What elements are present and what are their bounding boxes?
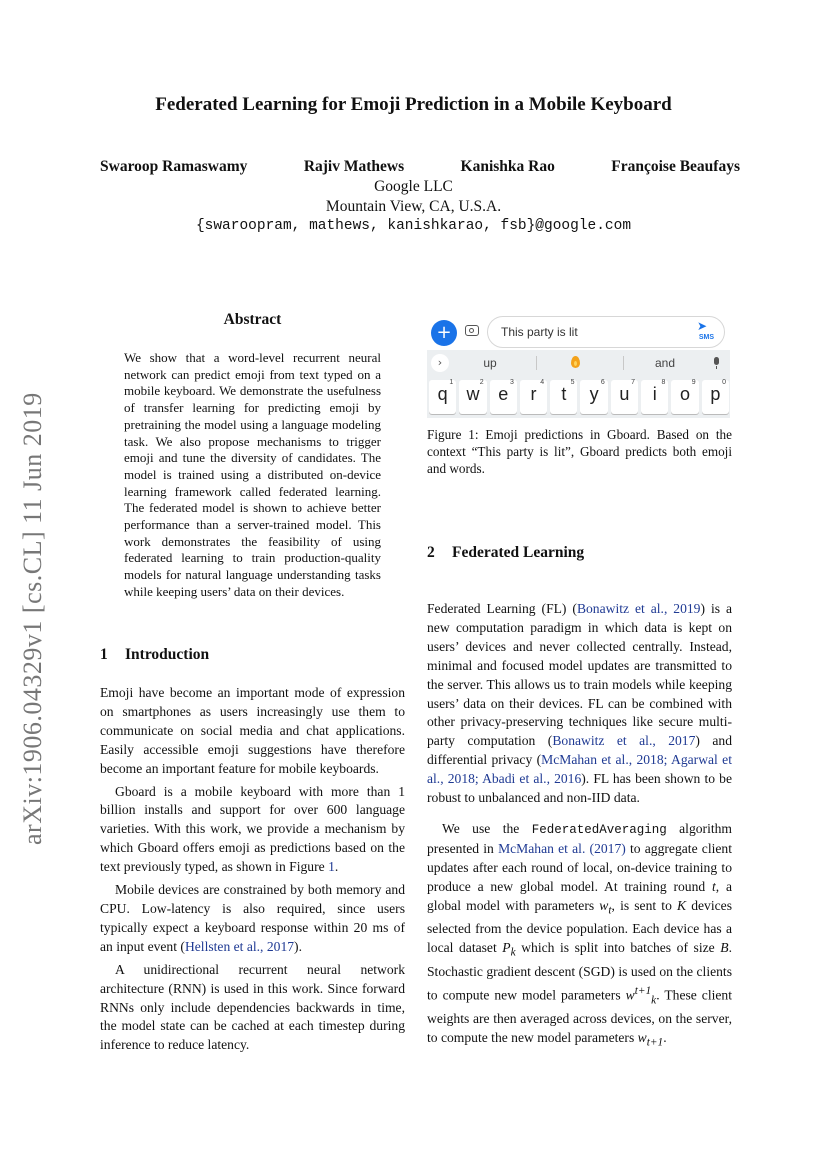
section-heading-introduction bbox=[100, 646, 209, 664]
author: Swaroop Ramaswamy bbox=[100, 158, 248, 175]
plus-icon[interactable]: + bbox=[431, 320, 457, 346]
key[interactable]: w 2 bbox=[459, 380, 486, 414]
sms-label: SMS bbox=[698, 334, 714, 341]
paragraph: Gboard is a mobile keyboard with more than 1 billion installs and support for over 600 language varieties. With this work, we provide a mechanism by which Gboard offers emoji as predictions based on the text previously typed, as shown in Figure 1. bbox=[100, 783, 405, 875]
divider bbox=[623, 356, 624, 370]
key[interactable]: e 3 bbox=[490, 380, 517, 414]
abstract-heading: Abstract bbox=[223, 311, 282, 328]
divider bbox=[536, 356, 537, 370]
key[interactable]: r 4 bbox=[520, 380, 547, 414]
affiliation-email: {swaroopram, mathews, kanishkarao, fsb}@google.com bbox=[195, 218, 632, 234]
affiliation-org: Google LLC bbox=[374, 178, 453, 195]
introduction-body bbox=[100, 684, 405, 1059]
key[interactable]: y 6 bbox=[580, 380, 607, 414]
affiliation-location: Mountain View, CA, U.S.A. bbox=[325, 198, 502, 215]
figure-caption: Figure 1: Emoji predictions in Gboard. Based on the context “This party is lit”, Gboard predicts both emoji and words. bbox=[427, 427, 732, 476]
key[interactable]: t 5 bbox=[550, 380, 577, 414]
section-title: Introduction bbox=[125, 646, 210, 663]
send-icon[interactable]: ➤ bbox=[696, 319, 708, 333]
paper-title: Federated Learning for Emoji Prediction in a Mobile Keyboard bbox=[155, 94, 672, 115]
paragraph: Mobile devices are constrained by both memory and CPU. Low-latency is also required, since users typically expect a keyboard response within 20 ms of an input event (Hellsten et al., 2017). bbox=[100, 882, 405, 954]
algorithm-name: FederatedAveraging bbox=[531, 822, 667, 837]
paragraph: We use the FederatedAveraging algorithm presented in McMahan et al. (2017) to aggregate client updates after each round of local, on-device training to produce a new global model. At training round t, a global model with parameters $w_t$, is sent to K devices selected from the device population. Each device has a local dataset $P_k$ which is split into batches of size B. Stochastic gradient descent (SGD) is used on the clients to compute new model parameters $w^{t+1}_k$. These client weights are then averaged across devices, on the server, to compute the new model parameters $w_{t+1}$. bbox=[427, 820, 733, 1049]
citation-link[interactable]: Bonawitz et al., 2017 bbox=[552, 733, 696, 749]
key[interactable]: q 1 bbox=[429, 380, 456, 414]
key[interactable]: o 9 bbox=[671, 380, 698, 414]
arxiv-stamp: arXiv:1906.04329v1 [cs.CL] 11 Jun 2019 bbox=[18, 392, 47, 845]
citation-link[interactable]: McMahan et al., 2018; Agarwal et al., 2018; Abadi et al., 2016 bbox=[427, 752, 732, 787]
key[interactable]: p 0 bbox=[702, 380, 729, 414]
mic-icon[interactable] bbox=[714, 357, 719, 365]
paragraph: Federated Learning (FL) (Bonawitz et al., 2019) is a new computation paradigm in which data is kept on users’ devices and never collected centrally. Instead, minimal and focused model updates are transmitted to the server. This allows us to train models while keeping users’ data on their devices. FL can be combined with other privacy-preserving techniques like secure multi-party computation (Bonawitz et al., 2017) and differential privacy (McMahan et al., 2018; Agarwal et al., 2018; Abadi et al., 2016). FL has been shown to be robust to unbalanced and non-IID data. bbox=[427, 601, 733, 806]
author: Kanishka Rao bbox=[460, 158, 555, 175]
figure-keyboard bbox=[427, 310, 730, 418]
key-row bbox=[429, 380, 729, 414]
author: Françoise Beaufays bbox=[611, 158, 740, 175]
abstract-body: We show that a word-level recurrent neural network can predict emoji from text typed on a mobile keyboard. We demonstrate the usefulness of transfer learning for predicting emoji by pretraining the model using a language modeling task. We also propose mechanisms to trigger emoji and tune the diversity of candidates. The model is trained using a distributed on-device learning framework called federated learning. The federated model is shown to achieve better performance than a server-trained model. This work demonstrates the feasibility of using federated learning to train production-quality models for natural language understanding tasks while keeping users’ data on their devices. bbox=[124, 350, 381, 599]
section-heading-federated-learning bbox=[427, 544, 584, 562]
keyboard bbox=[427, 350, 730, 418]
citation-link[interactable]: Hellsten et al., 2017 bbox=[184, 938, 295, 954]
figure-ref-link[interactable]: 1 bbox=[328, 859, 335, 875]
camera-icon[interactable] bbox=[465, 325, 479, 336]
suggestion-strip bbox=[427, 350, 730, 376]
compose-bar bbox=[427, 314, 730, 350]
section-number: 1 bbox=[100, 646, 108, 663]
author-list bbox=[100, 158, 740, 176]
suggestion-word[interactable]: up bbox=[483, 356, 497, 370]
citation-link[interactable]: Bonawitz et al., 2019 bbox=[576, 601, 701, 616]
author: Rajiv Mathews bbox=[303, 158, 405, 175]
chevron-right-icon[interactable]: › bbox=[431, 354, 449, 372]
section-number: 2 bbox=[427, 544, 435, 561]
key[interactable]: u 7 bbox=[611, 380, 638, 414]
federated-learning-body bbox=[427, 600, 732, 1064]
message-text: This party is lit bbox=[501, 325, 578, 339]
paragraph: Emoji have become an important mode of expression on smartphones as users increasingly use them to communicate on social media and chat applications. Easily accessible emoji suggestions have therefore become an important feature for mobile keyboards. bbox=[100, 685, 405, 776]
message-input[interactable] bbox=[487, 316, 725, 348]
section-title: Federated Learning bbox=[452, 544, 585, 561]
suggestion-word[interactable]: and bbox=[654, 356, 676, 370]
paragraph: A unidirectional recurrent neural network architecture (RNN) is used in this work. Since forward RNNs only include dependencies backwards in time, the model state can be cached at each timestep during inference to reduce latency. bbox=[100, 961, 405, 1053]
key[interactable]: i 8 bbox=[641, 380, 668, 414]
citation-link[interactable]: McMahan et al. (2017) bbox=[498, 840, 626, 856]
fire-emoji-icon[interactable] bbox=[571, 356, 580, 368]
